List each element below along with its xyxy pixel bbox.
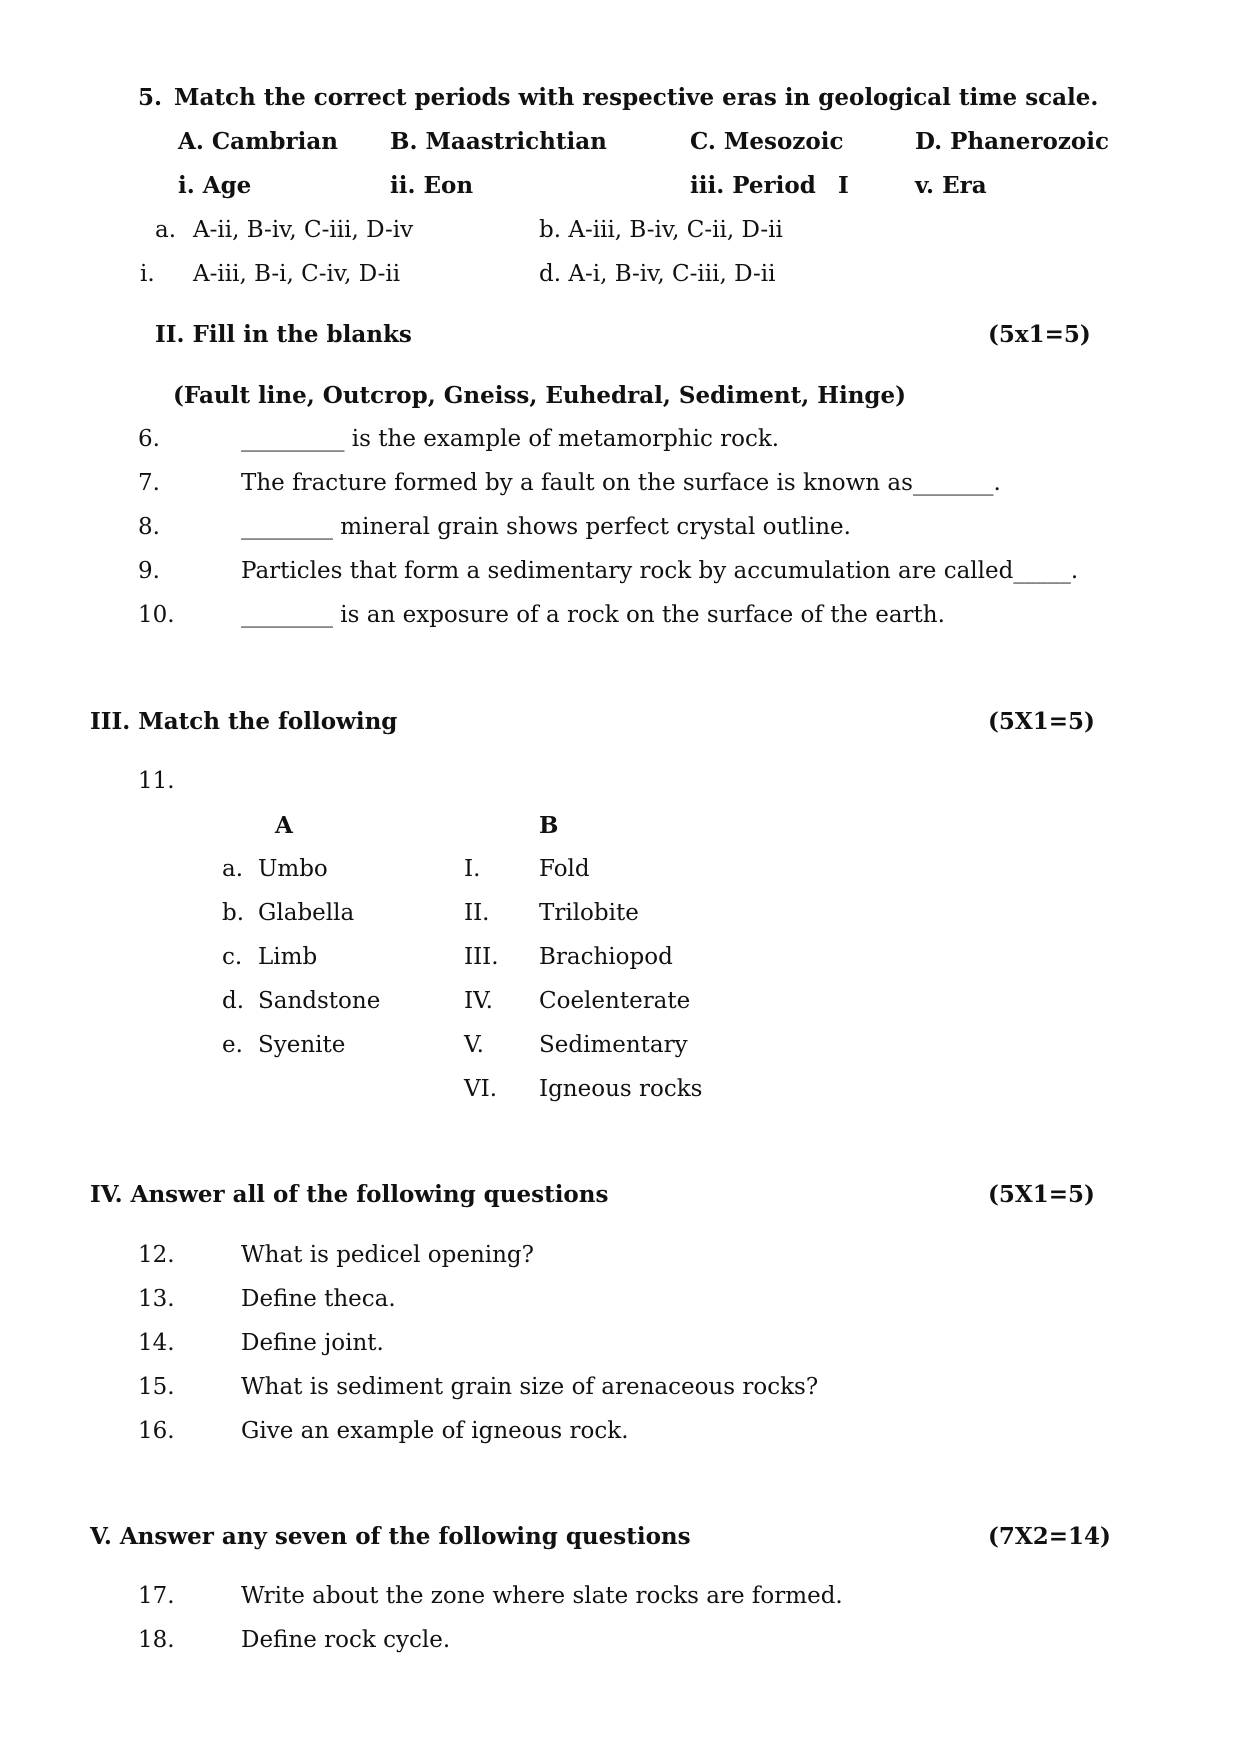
col-b-label-3: III. bbox=[464, 944, 499, 970]
q6-text: _________ is the example of metamorphic rock. bbox=[241, 426, 780, 452]
col-b-label-4: IV. bbox=[464, 988, 493, 1014]
col-a-item-4: Sandstone bbox=[258, 988, 381, 1014]
q5-option-c: A-iii, B-i, C-iv, D-ii bbox=[193, 261, 401, 287]
q8-text: ________ mineral grain shows perfect crystal outline. bbox=[241, 514, 851, 540]
col-b-item-6: Igneous rocks bbox=[539, 1076, 703, 1102]
q5-number: 5. bbox=[138, 84, 163, 111]
q16-number: 16. bbox=[138, 1418, 175, 1444]
q5-option-a: A-ii, B-iv, C-iii, D-iv bbox=[193, 217, 414, 243]
q5-term-1: i. Age bbox=[178, 172, 252, 199]
q5-item-d: D. Phanerozoic bbox=[915, 128, 1110, 155]
col-b-label-6: VI. bbox=[464, 1076, 498, 1102]
q18-number: 18. bbox=[138, 1627, 175, 1653]
q12-number: 12. bbox=[138, 1242, 175, 1268]
col-a-item-3: Limb bbox=[258, 944, 318, 970]
col-b-label-5: V. bbox=[464, 1032, 484, 1058]
col-b-item-3: Brachiopod bbox=[539, 944, 673, 970]
section2-marks: (5x1=5) bbox=[988, 321, 1091, 348]
col-a-item-1: Umbo bbox=[258, 856, 328, 882]
col-a-item-5: Syenite bbox=[258, 1032, 346, 1058]
q9-text: Particles that form a sedimentary rock by accumulation are called_____. bbox=[241, 558, 1079, 584]
q5-option-d: d. A-i, B-iv, C-iii, D-ii bbox=[539, 261, 776, 287]
q8-number: 8. bbox=[138, 514, 160, 540]
q11-number: 11. bbox=[138, 768, 175, 794]
col-b-item-2: Trilobite bbox=[539, 900, 639, 926]
q5-option-a-label: a. bbox=[155, 217, 177, 243]
section4-title: IV. Answer all of the following questions bbox=[90, 1181, 609, 1208]
q7-text: The fracture formed by a fault on the surface is known as_______. bbox=[241, 470, 1001, 496]
col-b-item-1: Fold bbox=[539, 856, 590, 882]
match-header-a: A bbox=[275, 812, 293, 839]
q15-number: 15. bbox=[138, 1374, 175, 1400]
q5-option-c-label: i. bbox=[140, 261, 155, 287]
q5-text: Match the correct periods with respective eras in geological time scale. bbox=[174, 84, 1099, 111]
section5-title: V. Answer any seven of the following questions bbox=[90, 1523, 691, 1550]
q5-term-4: I bbox=[838, 172, 849, 199]
section3-title: III. Match the following bbox=[90, 708, 398, 735]
q17-number: 17. bbox=[138, 1583, 175, 1609]
col-b-item-4: Coelenterate bbox=[539, 988, 691, 1014]
match-header-b: B bbox=[539, 812, 559, 839]
col-a-label-1: a. bbox=[222, 856, 244, 882]
q5-item-c: C. Mesozoic bbox=[690, 128, 844, 155]
q15-text: What is sediment grain size of arenaceous rocks? bbox=[241, 1374, 819, 1400]
q17-text: Write about the zone where slate rocks are formed. bbox=[241, 1583, 843, 1609]
q5-term-5: v. Era bbox=[915, 172, 987, 199]
q5-item-b: B. Maastrichtian bbox=[390, 128, 607, 155]
section5-marks: (7X2=14) bbox=[988, 1523, 1111, 1550]
q7-number: 7. bbox=[138, 470, 160, 496]
section3-marks: (5X1=5) bbox=[988, 708, 1095, 735]
q18-text: Define rock cycle. bbox=[241, 1627, 451, 1653]
q9-number: 9. bbox=[138, 558, 160, 584]
q16-text: Give an example of igneous rock. bbox=[241, 1418, 629, 1444]
col-a-item-2: Glabella bbox=[258, 900, 355, 926]
q10-number: 10. bbox=[138, 602, 175, 628]
q10-text: ________ is an exposure of a rock on the surface of the earth. bbox=[241, 602, 945, 628]
q5-option-b: b. A-iii, B-iv, C-ii, D-ii bbox=[539, 217, 783, 243]
q5-term-2: ii. Eon bbox=[390, 172, 474, 199]
q13-number: 13. bbox=[138, 1286, 175, 1312]
section4-marks: (5X1=5) bbox=[988, 1181, 1095, 1208]
col-b-label-2: II. bbox=[464, 900, 490, 926]
col-a-label-4: d. bbox=[222, 988, 245, 1014]
q13-text: Define theca. bbox=[241, 1286, 396, 1312]
q5-item-a: A. Cambrian bbox=[178, 128, 338, 155]
col-b-label-1: I. bbox=[464, 856, 481, 882]
section2-title: II. Fill in the blanks bbox=[155, 321, 412, 348]
q14-text: Define joint. bbox=[241, 1330, 384, 1356]
q14-number: 14. bbox=[138, 1330, 175, 1356]
col-a-label-2: b. bbox=[222, 900, 245, 926]
section2-word-bank: (Fault line, Outcrop, Gneiss, Euhedral, Sediment, Hinge) bbox=[173, 382, 907, 409]
q6-number: 6. bbox=[138, 426, 160, 452]
col-b-item-5: Sedimentary bbox=[539, 1032, 688, 1058]
col-a-label-5: e. bbox=[222, 1032, 243, 1058]
q5-term-3: iii. Period bbox=[690, 172, 816, 199]
q12-text: What is pedicel opening? bbox=[241, 1242, 534, 1268]
col-a-label-3: c. bbox=[222, 944, 243, 970]
